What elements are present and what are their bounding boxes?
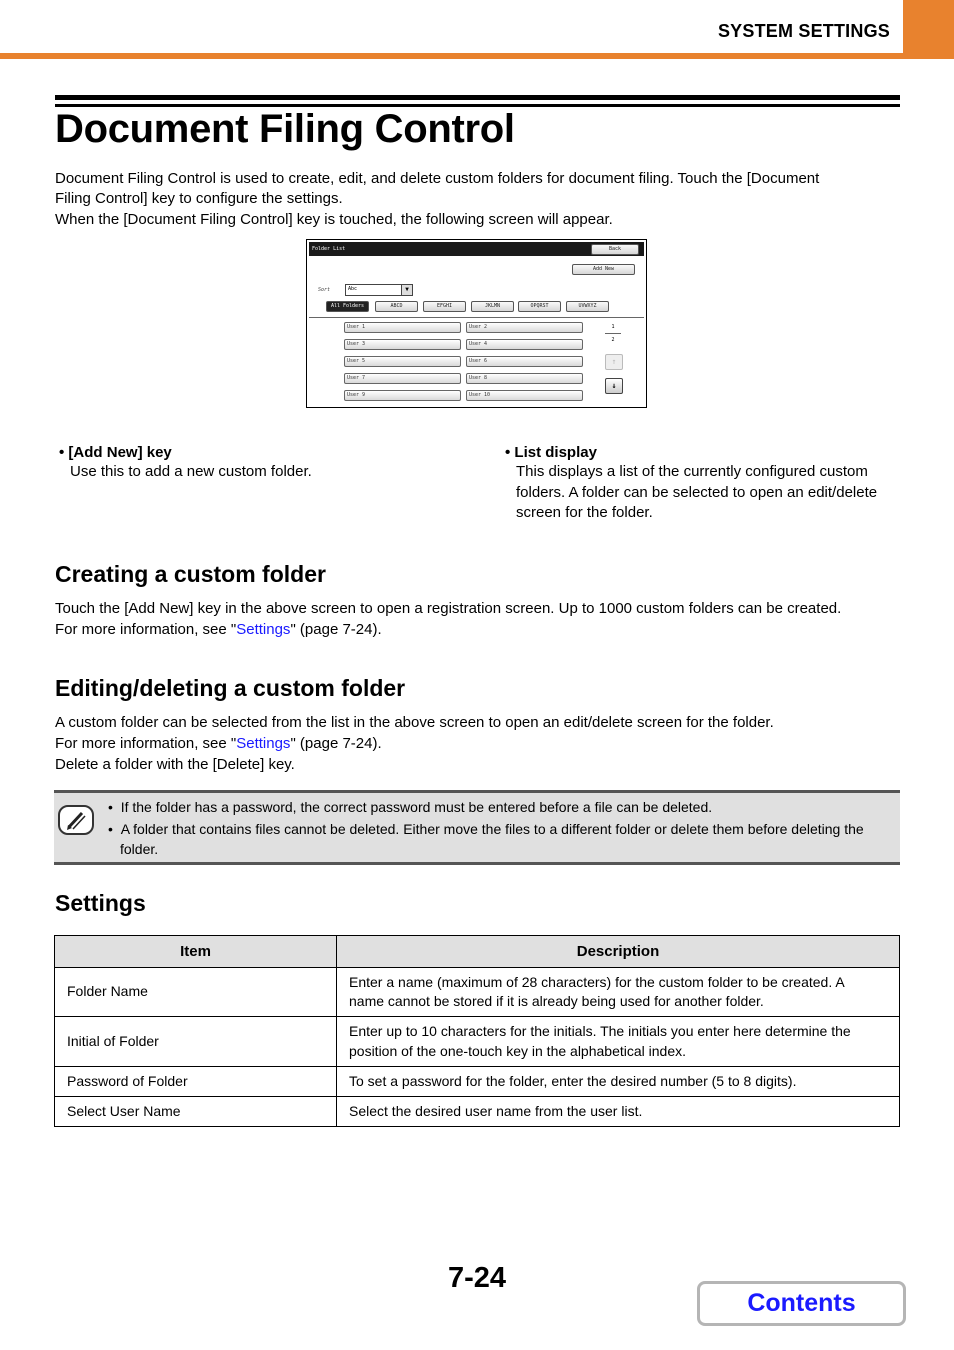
editing-text: A custom folder can be selected from the list in the above screen to open an edit/delete screen for the folder. bbox=[55, 714, 774, 731]
add-new-key-desc bbox=[59, 444, 459, 483]
page-title: Document Filing Control bbox=[55, 107, 515, 151]
table-row bbox=[55, 1017, 900, 1067]
tab-efghi[interactable]: EFGHI bbox=[423, 301, 466, 312]
desc-cell: To set a password for the folder, enter the desired number (5 to 8 digits). bbox=[337, 1067, 900, 1097]
back-button[interactable]: Back bbox=[591, 244, 639, 255]
page-total: 2 bbox=[611, 337, 615, 343]
item-cell: Password of Folder bbox=[55, 1067, 337, 1097]
desc-line: Enter a name (maximum of 28 characters) for the custom folder to be created. A bbox=[349, 973, 845, 990]
item-cell: Select User Name bbox=[55, 1097, 337, 1127]
folder-item[interactable]: User 10 bbox=[466, 390, 583, 401]
desc-line: position of the one-touch key in the alphabetical index. bbox=[349, 1042, 687, 1059]
settings-link[interactable]: Settings bbox=[236, 735, 291, 752]
sort-select[interactable] bbox=[345, 284, 413, 296]
tab-uvwxyz[interactable]: UVWXYZ bbox=[566, 301, 609, 312]
table-row bbox=[55, 1067, 900, 1097]
item-cell: Initial of Folder bbox=[55, 1017, 337, 1067]
add-new-key-text: Use this to add a new custom folder. bbox=[70, 463, 312, 480]
intro-line-1: Document Filing Control is used to create, edit, and delete custom folders for document filing. Touch the [Document bbox=[55, 170, 820, 187]
delete-text: Delete a folder with the [Delete] key. bbox=[55, 756, 295, 773]
col-desc-header: Description bbox=[337, 936, 900, 968]
list-display-title: • List display bbox=[505, 444, 597, 461]
note-bullet-2: • A folder that contains files cannot be deleted. Either move the files to a different folder or delete them before deleting the bbox=[108, 821, 864, 837]
editing-more-info bbox=[55, 734, 382, 755]
chevron-down-icon: ▼ bbox=[401, 285, 412, 295]
note-bullet-2-cont: folder. bbox=[120, 841, 159, 857]
desc-cell bbox=[337, 1017, 900, 1067]
tab-all-folders[interactable]: All Folders bbox=[326, 301, 369, 312]
page-current: 1 bbox=[611, 324, 615, 330]
header-tab bbox=[903, 0, 954, 59]
intro-line-3: When the [Document Filing Control] key is touched, the following screen will appear. bbox=[55, 211, 613, 228]
note-bullet-1-text: If the folder has a password, the correct password must be entered before a file can be deleted. bbox=[120, 799, 713, 815]
folder-item[interactable]: User 3 bbox=[344, 339, 461, 350]
page-indicator bbox=[605, 324, 621, 343]
editing-heading: Editing/deleting a custom folder bbox=[55, 675, 406, 701]
desc-line: name cannot be stored if it is already being used for another folder. bbox=[349, 993, 764, 1009]
note-box bbox=[54, 790, 900, 865]
title-rule-thick bbox=[55, 95, 900, 100]
folder-item[interactable]: User 9 bbox=[344, 390, 461, 401]
desc-cell bbox=[337, 968, 900, 1017]
list-display-text-2: folders. A folder can be selected to open an edit/delete bbox=[516, 483, 878, 501]
note-bullet-2-text: A folder that contains files cannot be deleted. Either move the files to a different folder or delete them before deleting the bbox=[120, 821, 864, 837]
tab-abcd[interactable]: ABCD bbox=[375, 301, 418, 312]
intro-line-2: Filing Control] key to configure the settings. bbox=[55, 190, 343, 207]
add-new-button[interactable]: Add New bbox=[572, 264, 635, 275]
settings-table bbox=[54, 935, 900, 1127]
sort-label: Sort bbox=[318, 287, 331, 293]
more-info-suffix: " (page 7-24). bbox=[290, 735, 382, 752]
folder-item[interactable]: User 5 bbox=[344, 356, 461, 367]
more-info-prefix: For more information, see " bbox=[55, 735, 237, 752]
contents-button[interactable]: Contents bbox=[697, 1281, 906, 1326]
table-row bbox=[55, 968, 900, 1017]
creating-heading: Creating a custom folder bbox=[55, 561, 326, 587]
scroll-down-icon[interactable]: ↓ bbox=[605, 378, 623, 394]
list-display-desc bbox=[505, 444, 905, 524]
page-number: 7-24 bbox=[448, 1262, 507, 1294]
folder-item[interactable]: User 4 bbox=[466, 339, 583, 350]
list-display-text-1: This displays a list of the currently configured custom bbox=[516, 463, 868, 480]
pencil-icon-svg bbox=[60, 807, 92, 833]
more-info-suffix: " (page 7-24). bbox=[290, 621, 382, 638]
desc-line: Enter up to 10 characters for the initials. The initials you enter here determine the bbox=[349, 1023, 851, 1039]
screen-title: Folder List bbox=[312, 246, 346, 252]
folder-item[interactable]: User 6 bbox=[466, 356, 583, 367]
folder-item[interactable]: User 8 bbox=[466, 373, 583, 384]
creating-text: Touch the [Add New] key in the above screen to open a registration screen. Up to 1000 custom folders can be created. bbox=[55, 600, 842, 617]
folder-item[interactable]: User 1 bbox=[344, 322, 461, 333]
desc-cell: Select the desired user name from the user list. bbox=[337, 1097, 900, 1127]
header-bar bbox=[0, 53, 954, 59]
folder-item[interactable]: User 2 bbox=[466, 322, 583, 333]
folder-item[interactable]: User 7 bbox=[344, 373, 461, 384]
table-header-row bbox=[55, 936, 900, 968]
settings-link[interactable]: Settings bbox=[236, 621, 291, 638]
folder-list-screen bbox=[306, 239, 647, 408]
section-heading: SYSTEM SETTINGS bbox=[717, 21, 890, 41]
pencil-icon bbox=[58, 805, 94, 835]
tab-opqrst[interactable]: OPQRST bbox=[518, 301, 561, 312]
creating-more-info bbox=[55, 620, 382, 641]
scroll-up-icon[interactable]: ↑ bbox=[605, 354, 623, 370]
settings-heading: Settings bbox=[55, 890, 146, 916]
col-item-header: Item bbox=[55, 936, 337, 968]
screen-divider bbox=[309, 317, 644, 318]
sort-value: Abc bbox=[348, 286, 358, 292]
list-display-text-3: screen for the folder. bbox=[516, 504, 653, 521]
note-bullet-1: • If the folder has a password, the correct password must be entered before a file can be deleted. bbox=[108, 799, 713, 815]
page-indicator-divider bbox=[605, 333, 621, 334]
more-info-prefix: For more information, see " bbox=[55, 621, 237, 638]
add-new-key-title: • [Add New] key bbox=[59, 444, 172, 461]
item-cell: Folder Name bbox=[55, 968, 337, 1017]
table-row bbox=[55, 1097, 900, 1127]
tab-jklmn[interactable]: JKLMN bbox=[471, 301, 514, 312]
